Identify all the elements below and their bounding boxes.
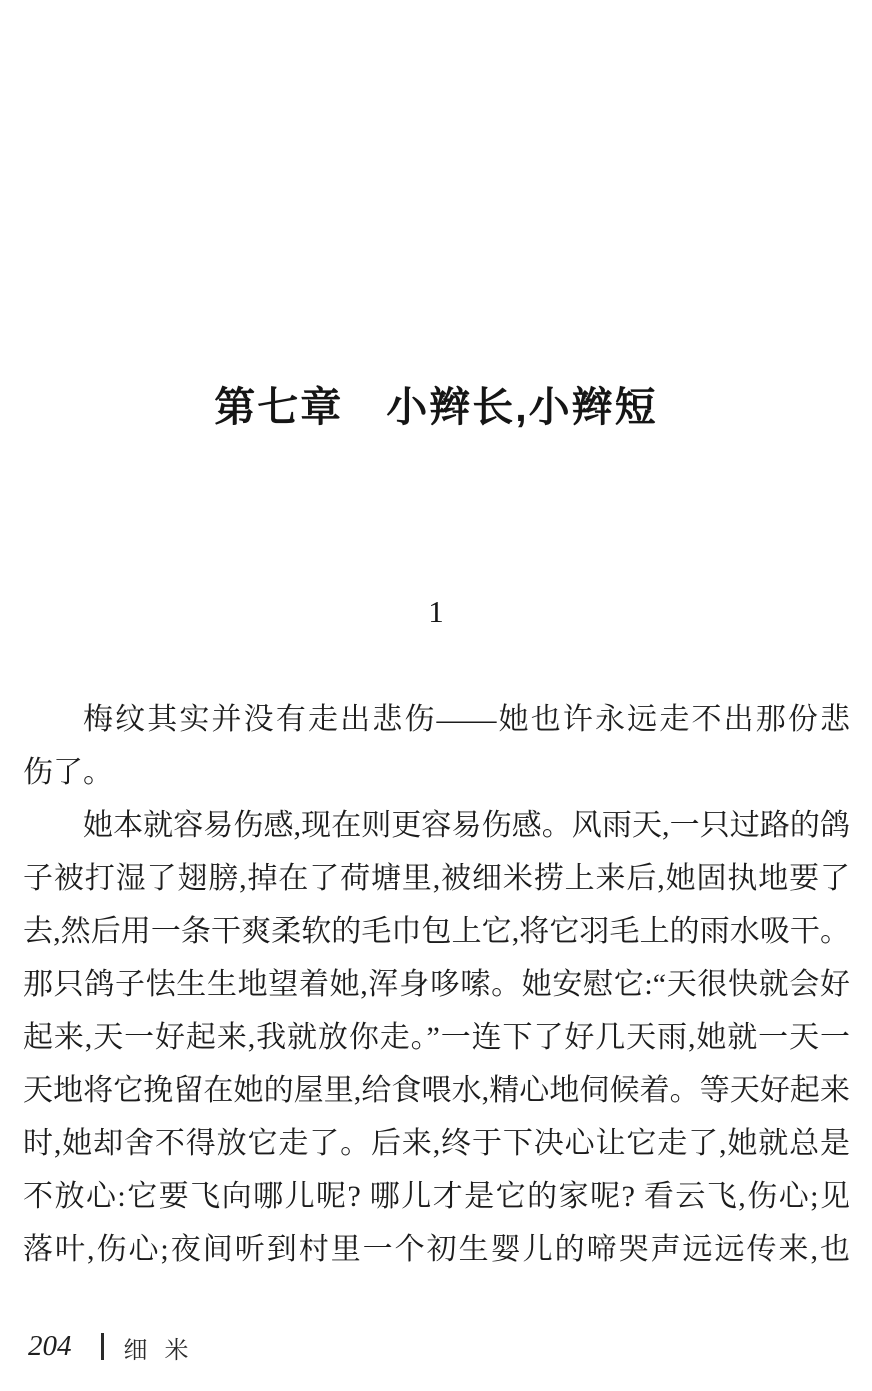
- text-line: 天地将它挽留在她的屋里,给食喂水,精心地伺候着。等天好起来: [23, 1074, 850, 1107]
- text-line: 子被打湿了翅膀,掉在了荷塘里,被细米捞上来后,她固执地要了: [23, 862, 850, 895]
- chapter-title: 第七章 小辫长,小辫短: [214, 384, 658, 430]
- page-footer: [28, 1328, 206, 1364]
- text-line: 不放心:它要飞向哪儿呢? 哪儿才是它的家呢? 看云飞,伤心;见: [23, 1180, 850, 1213]
- text-line: 那只鸽子怯生生地望着她,浑身哆嗦。她安慰它:“天很快就会好: [23, 968, 850, 1001]
- text-line: 时,她却舍不得放它走了。后来,终于下决心让它走了,她就总是: [23, 1127, 850, 1160]
- footer-divider: [101, 1333, 104, 1360]
- text-line: 她本就容易伤感,现在则更容易伤感。风雨天,一只过路的鸽: [83, 809, 850, 842]
- section-number: 1: [428, 594, 444, 629]
- page-number: 204: [28, 1329, 72, 1362]
- text-line: 伤了。: [23, 756, 113, 789]
- text-line: 落叶,伤心;夜间听到村里一个初生婴儿的啼哭声远远传来,也: [23, 1233, 850, 1266]
- book-title: 细米: [123, 1338, 206, 1364]
- text-line: 去,然后用一条干爽柔软的毛巾包上它,将它羽毛上的雨水吸干。: [23, 915, 850, 948]
- body-text: [23, 693, 850, 1276]
- text-line: 梅纹其实并没有走出悲伤——她也许永远走不出那份悲: [83, 703, 850, 736]
- text-line: 起来,天一好起来,我就放你走。”一连下了好几天雨,她就一天一: [23, 1021, 850, 1054]
